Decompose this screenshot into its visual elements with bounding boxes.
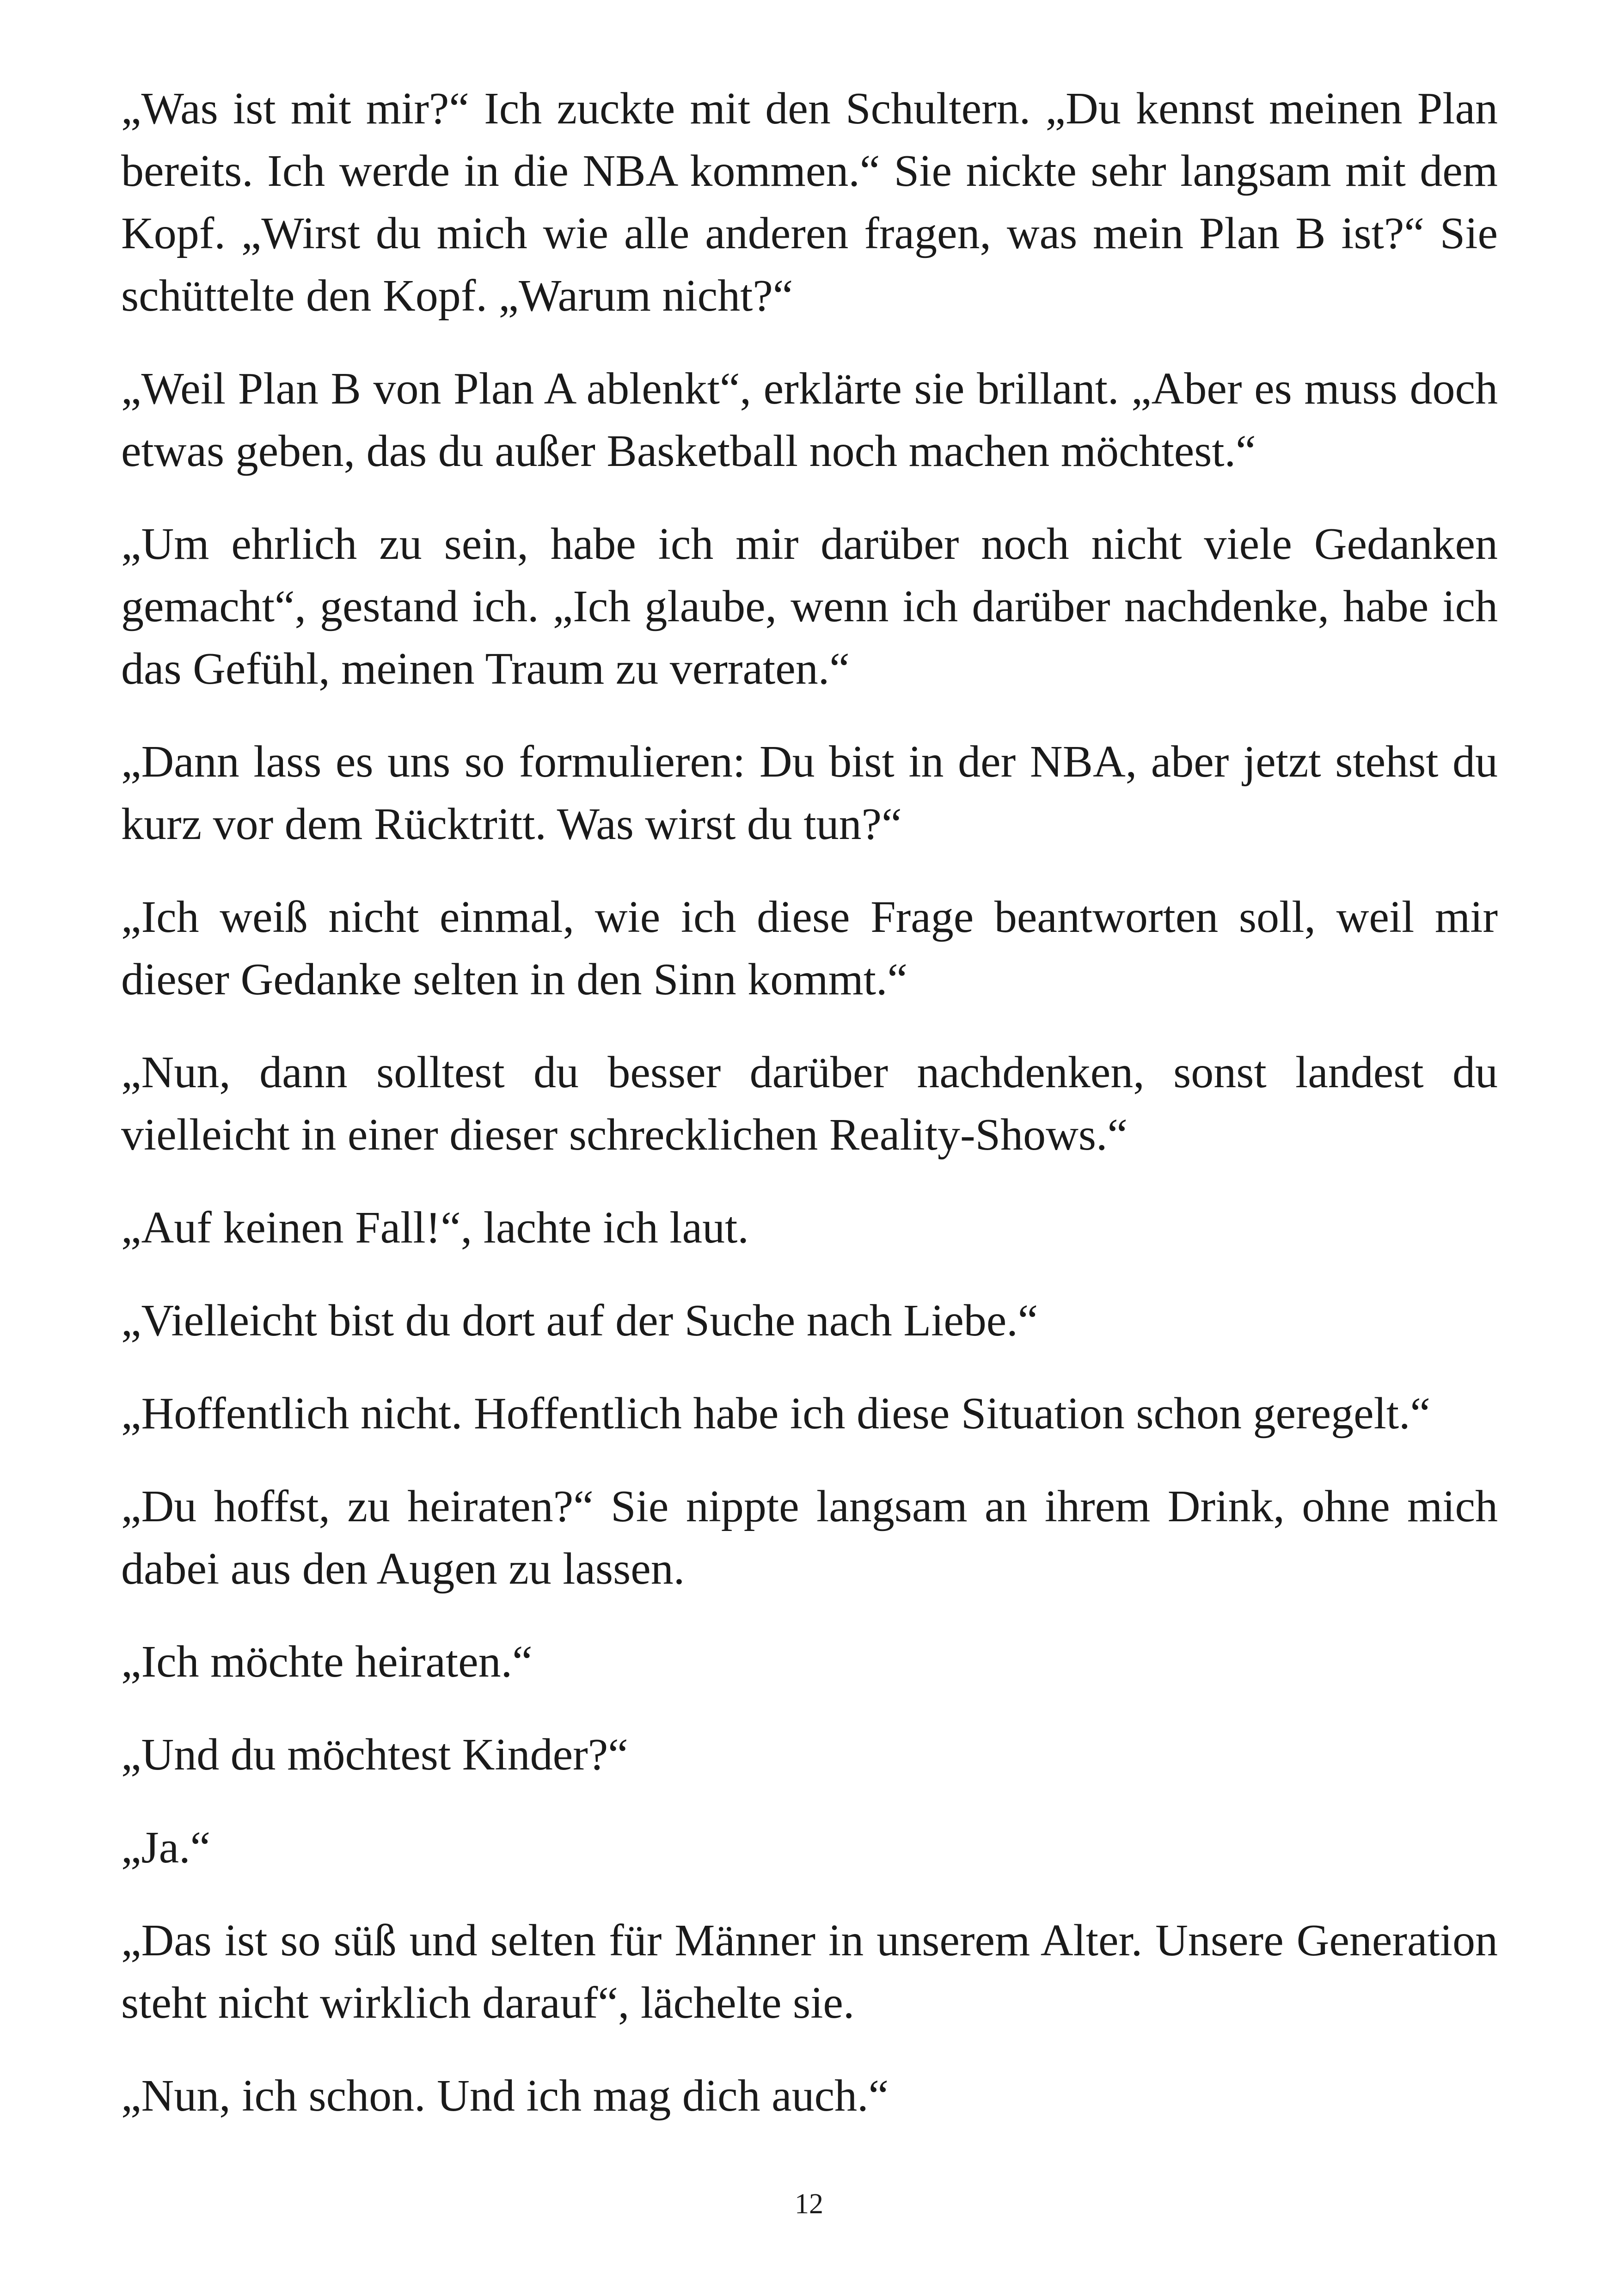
paragraph: „Dann lass es uns so formulieren: Du bist in der NBA, aber jetzt stehst du kurz vor dem Rücktritt. Was wirst du tun?“ [121,737,1498,849]
paragraph: „Hoffentlich nicht. Hoffentlich habe ich diese Situation schon geregelt.“ [121,1389,1431,1439]
body-text [121,78,1498,2158]
paragraph: „Du hoffst, zu heiraten?“ Sie nippte langsam an ihrem Drink, ohne mich dabei aus den Augen zu lassen. [121,1482,1498,1594]
paragraph: „Auf keinen Fall!“, lachte ich laut. [121,1203,749,1253]
paragraph: „Nun, ich schon. Und ich mag dich auch.“ [121,2071,889,2121]
paragraph: „Nun, dann solltest du besser darüber nachdenken, sonst landest du vielleicht in einer dieser schrecklichen Reality-Shows.“ [121,1047,1498,1160]
paragraph: „Und du möchtest Kinder?“ [121,1730,628,1780]
paragraph: „Ich weiß nicht einmal, wie ich diese Frage beantworten soll, weil mir dieser Gedanke selten in den Sinn kommt.“ [121,892,1498,1004]
paragraph: „Ich möchte heiraten.“ [121,1637,533,1687]
paragraph: „Was ist mit mir?“ Ich zuckte mit den Schultern. „Du kennst meinen Plan bereits. Ich werde in die NBA kommen.“ Sie nickte sehr langsam mit dem Kopf. „Wirst du mich wie alle anderen fragen, was mein Plan B ist?“ Sie schüttelte den Kopf. „Warum nicht?“ [121,84,1498,321]
page-number: 12 [795,2188,823,2220]
paragraph: „Um ehrlich zu sein, habe ich mir darüber noch nicht viele Gedanken gemacht“, gestand ich. „Ich glaube, wenn ich darüber nachdenke, habe ich das Gefühl, meinen Traum zu verraten.“ [121,519,1498,694]
paragraph: „Ja.“ [121,1823,211,1873]
paragraph: „Das ist so süß und selten für Männer in unserem Alter. Unsere Generation steht nicht wirklich darauf“, lächelte sie. [121,1916,1498,2028]
paragraph: „Weil Plan B von Plan A ablenkt“, erklärte sie brillant. „Aber es muss doch etwas geben, das du außer Basketball noch machen möchtest.“ [121,364,1498,476]
paragraph: „Vielleicht bist du dort auf der Suche nach Liebe.“ [121,1296,1038,1346]
